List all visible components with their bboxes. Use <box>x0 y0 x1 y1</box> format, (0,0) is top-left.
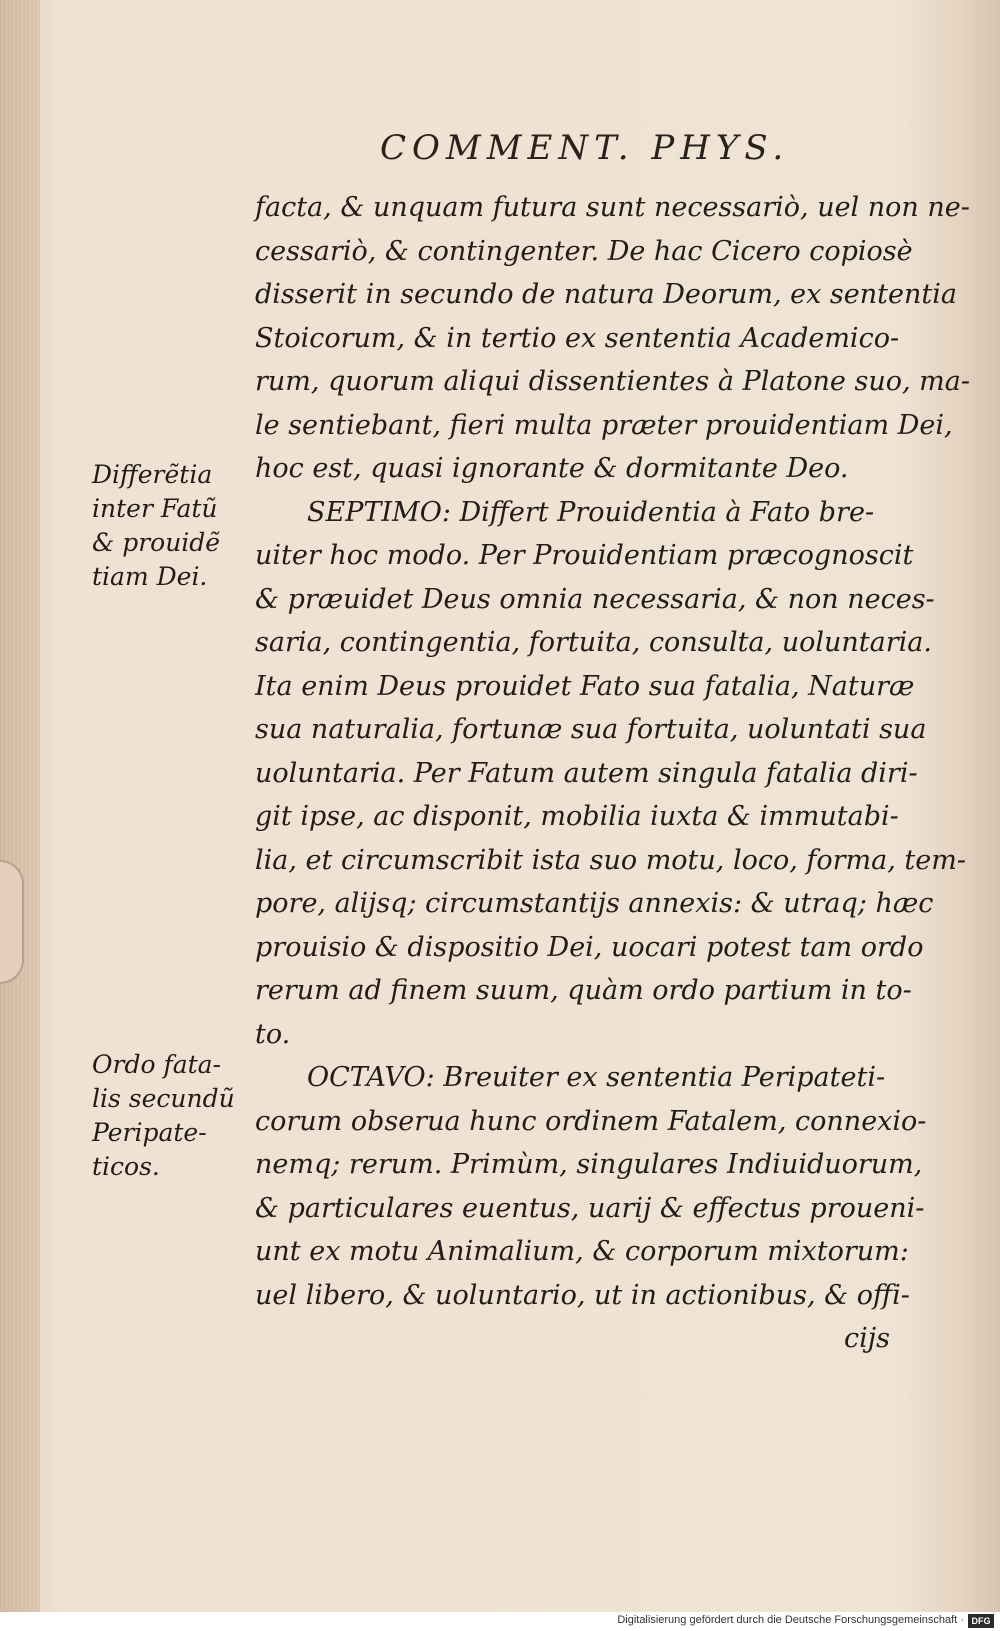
text-line: & præuidet Deus omnia necessaria, & non neces- <box>255 583 935 615</box>
running-head: COMMENT. PHYS. <box>380 128 790 168</box>
text-line: sua naturalia, fortunæ sua fortuita, uoluntati sua <box>255 714 927 745</box>
funding-credit: Digitalisierung gefördert durch die Deutsche Forschungsgemeinschaft · <box>617 1614 964 1626</box>
text-line: to. <box>255 1018 291 1050</box>
body-text <box>255 186 970 1361</box>
marginal-line: & prouidẽ <box>92 528 221 557</box>
text-line: uoluntaria. Per Fatum autem singula fatalia diri- <box>255 757 918 789</box>
text-line: nemq; rerum. Primùm, singulares Indiuiduorum, <box>255 1149 923 1180</box>
text-line: & particulares euentus, uarij & effectus proueni- <box>255 1192 925 1224</box>
marginal-line: Ordo fata- <box>92 1050 222 1079</box>
text-line: git ipse, ac disponit, mobilia iuxta & immutabi- <box>255 801 899 832</box>
text-line: rum, quorum aliqui dissentientes à Platone suo, ma- <box>255 366 970 397</box>
text-line: saria, contingentia, fortuita, consulta, uoluntaria. <box>255 627 932 658</box>
text-line: lia, et circumscribit ista suo motu, loco, forma, tem- <box>255 844 966 876</box>
text-line: disserit in secundo de natura Deorum, ex sententia <box>255 279 957 310</box>
text-line: uiter hoc modo. Per Prouidentiam præcognoscit <box>255 540 914 571</box>
footer-bar <box>0 1612 1000 1631</box>
binding-clasp <box>0 860 24 984</box>
marginal-line: ticos. <box>92 1152 160 1181</box>
marginal-line: lis secundũ <box>92 1084 235 1113</box>
marginal-line: Differẽtia <box>92 460 213 489</box>
text-line: le sentiebant, fieri multa præter prouidentiam Dei, <box>255 409 953 441</box>
page-edge <box>0 0 40 1612</box>
text-line: facta, & unquam futura sunt necessariò, uel non ne- <box>255 192 970 223</box>
text-line: uel libero, & uoluntario, ut in actionibus, & offi- <box>255 1279 910 1311</box>
text-line: hoc est, quasi ignorante & dormitante Deo. <box>255 453 849 484</box>
marginal-note-ordo-fatalis <box>92 1048 257 1184</box>
text-line: prouisio & dispositio Dei, uocari potest tam ordo <box>255 931 924 963</box>
text-line: Stoicorum, & in tertio ex sententia Academico- <box>255 322 900 354</box>
text-line: corum obserua hunc ordinem Fatalem, connexio- <box>255 1105 927 1137</box>
marginal-note-differentia <box>92 458 257 594</box>
text-line: unt ex motu Animalium, & corporum mixtorum: <box>255 1236 909 1267</box>
dfg-logo: DFG <box>968 1614 994 1628</box>
section-start-octavo: OCTAVO: Breuiter ex sententia Peripateti- <box>307 1062 886 1093</box>
text-line: cessariò, & contingenter. De hac Cicero copiosè <box>255 235 913 267</box>
catchword: cijs <box>844 1323 890 1354</box>
text-line: rerum ad finem suum, quàm ordo partium in to- <box>255 975 912 1006</box>
section-start-septimo: SEPTIMO: Differt Prouidentia à Fato bre- <box>307 496 875 528</box>
marginal-line: Peripate- <box>92 1118 207 1147</box>
marginal-line: tiam Dei. <box>92 562 208 591</box>
text-line: pore, alijsq; circumstantijs annexis: & utraq; hæc <box>255 888 934 919</box>
text-line: Ita enim Deus prouidet Fato sua fatalia, Naturæ <box>255 670 915 702</box>
marginal-line: inter Fatũ <box>92 494 218 523</box>
